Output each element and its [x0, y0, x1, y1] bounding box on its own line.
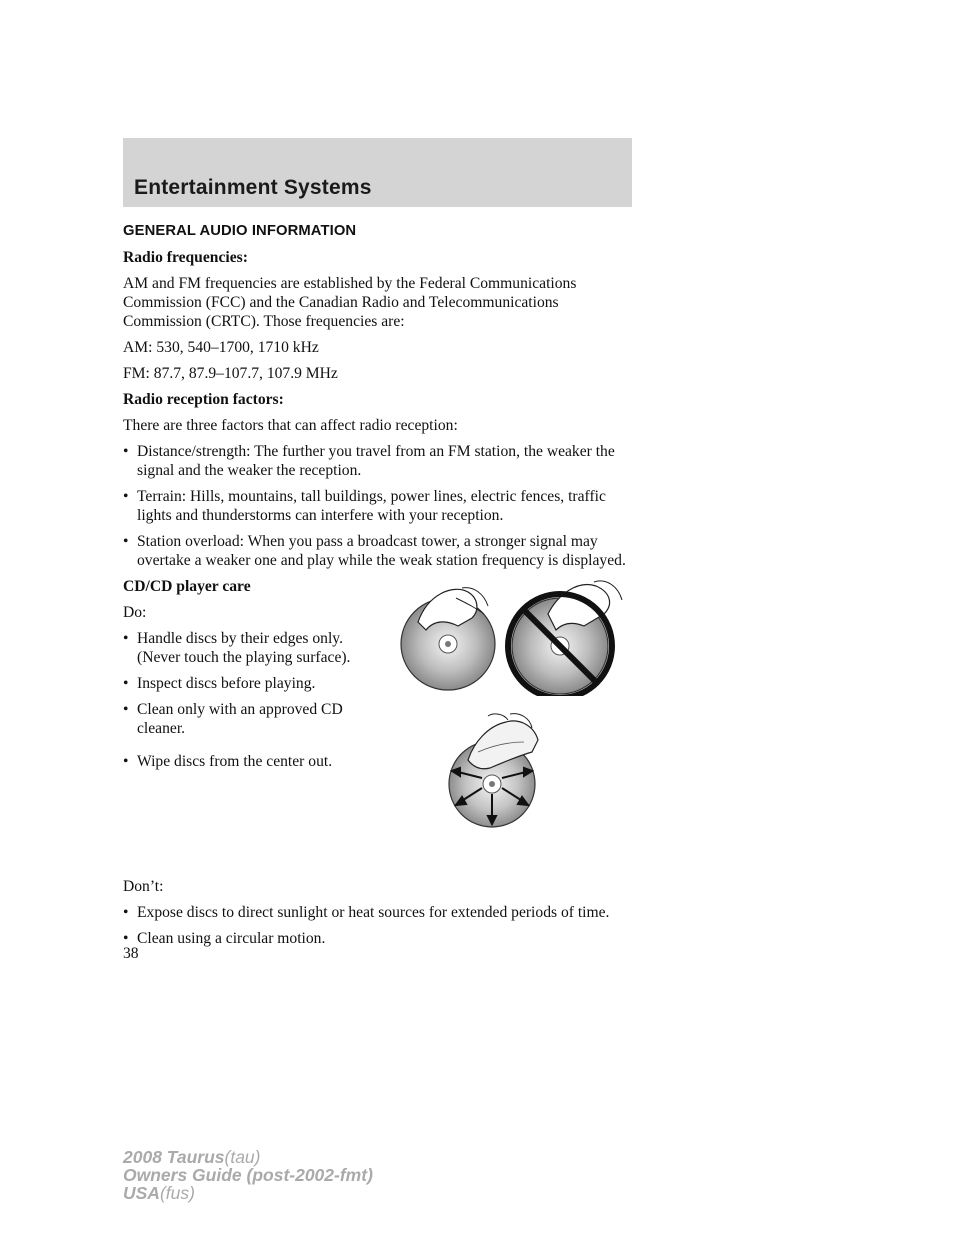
footer-model-code: (tau): [224, 1147, 261, 1167]
figure-spacer: [123, 778, 638, 877]
do-label: Do:: [123, 604, 147, 621]
list-item: • Station overload: When you pass a broadcast tower, a stronger signal may overtake a weaker one and play while the weak station frequency is displayed.: [123, 532, 638, 570]
list-item: • Clean only with an approved CD cleaner.: [123, 700, 378, 738]
document-footer: [123, 1148, 373, 1202]
general-audio-heading: GENERAL AUDIO INFORMATION: [123, 223, 357, 239]
dont-list: [123, 903, 638, 948]
page-number: 38: [123, 945, 139, 962]
list-item: • Terrain: Hills, mountains, tall buildings, power lines, electric fences, traffic lights and thunderstorms can interfere with your reception.: [123, 487, 638, 525]
reception-factors-list: [123, 442, 638, 570]
do-list: [123, 629, 378, 771]
fm-frequencies: FM: 87.7, 87.9–107.7, 107.9 MHz: [123, 365, 338, 382]
section-title: Entertainment Systems: [134, 176, 372, 199]
disc-correct-grip: [401, 588, 495, 690]
footer-model: 2008 Taurus: [123, 1147, 225, 1167]
am-frequencies: AM: 530, 540–1700, 1710 kHz: [123, 339, 319, 356]
disc-handling-illustration: [398, 574, 628, 696]
radio-frequencies-title: Radio frequencies:: [123, 249, 248, 266]
reception-factors-intro: There are three factors that can affect radio reception:: [123, 417, 458, 434]
list-item: • Handle discs by their edges only. (Never touch the playing surface).: [123, 629, 378, 667]
disc-prohibited-grip: [512, 581, 622, 694]
list-item: • Expose discs to direct sunlight or heat sources for extended periods of time.: [123, 903, 638, 922]
list-item: • Distance/strength: The further you travel from an FM station, the weaker the signal and the weaker the reception.: [123, 442, 638, 480]
list-item: • Inspect discs before playing.: [123, 674, 378, 693]
radio-frequencies-text: AM and FM frequencies are established by the Federal Communications Commission (FCC) and the Canadian Radio and Telecommunications Commission (CRTC). Those frequencies are:: [123, 275, 577, 330]
cd-care-title: CD/CD player care: [123, 578, 251, 595]
footer-region: USA: [123, 1183, 160, 1203]
footer-region-code: (fus): [159, 1183, 195, 1203]
dont-label: Don’t:: [123, 878, 164, 895]
list-item: • Wipe discs from the center out.: [123, 752, 378, 771]
disc-wiping-illustration: [448, 712, 543, 830]
footer-guide: Owners Guide (post-2002-fmt): [123, 1165, 373, 1185]
reception-factors-title: Radio reception factors:: [123, 391, 284, 408]
list-item: • Clean using a circular motion.: [123, 929, 638, 948]
